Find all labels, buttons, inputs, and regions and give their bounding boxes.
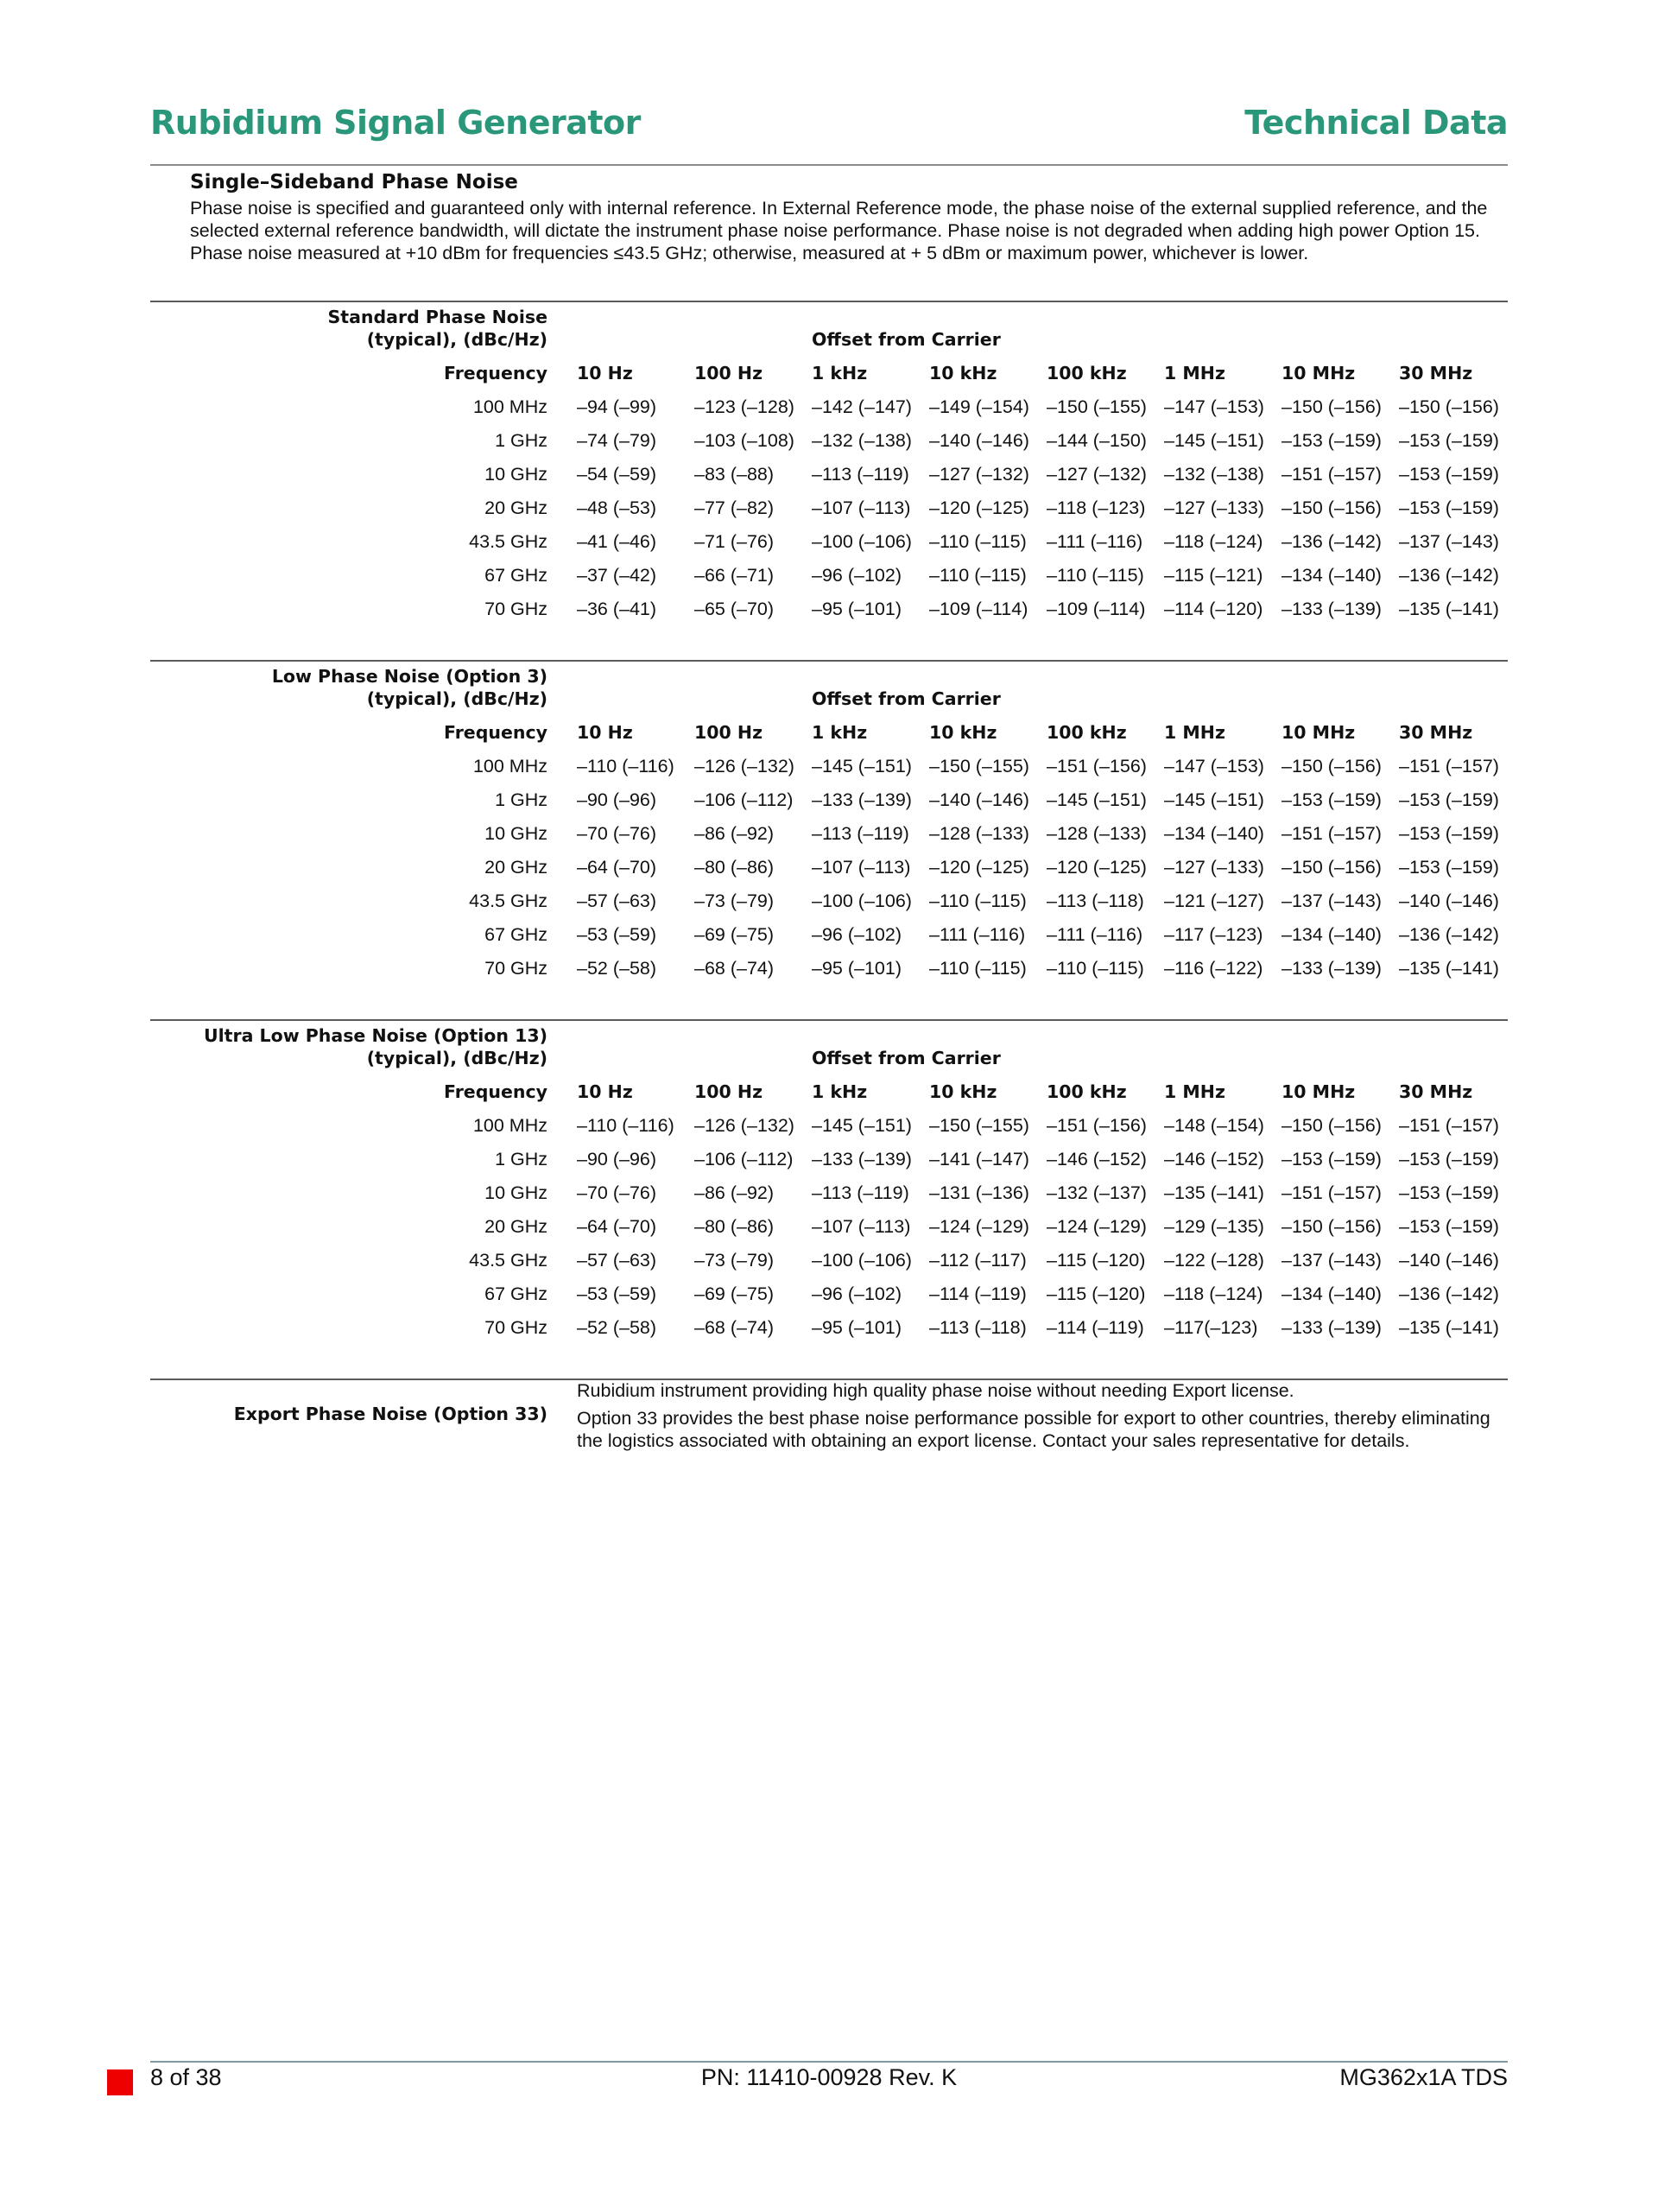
- phase-noise-value: –107 (–113): [812, 857, 911, 878]
- phase-noise-value: –126 (–132): [694, 1115, 794, 1136]
- phase-noise-value: –96 (–102): [812, 1283, 902, 1304]
- phase-noise-value: –57 (–63): [577, 891, 657, 911]
- phase-noise-value: –111 (–116): [929, 924, 1026, 945]
- phase-noise-value: –135 (–141): [1399, 599, 1499, 619]
- phase-noise-value: –70 (–76): [577, 823, 657, 844]
- phase-noise-value: –128 (–133): [929, 823, 1029, 844]
- phase-noise-value: –37 (–42): [577, 565, 657, 586]
- intro-heading: Single–Sideband Phase Noise: [190, 171, 518, 193]
- phase-noise-value: –124 (–129): [1047, 1216, 1147, 1237]
- footer-divider: [150, 2061, 1508, 2063]
- phase-noise-value: –133 (–139): [812, 1149, 912, 1169]
- phase-noise-value: –150 (–156): [1281, 1115, 1382, 1136]
- phase-noise-value: –103 (–108): [694, 430, 794, 451]
- table-row: [150, 463, 1508, 497]
- phase-noise-value: –150 (–156): [1281, 396, 1382, 417]
- phase-noise-value: –145 (–151): [812, 1115, 912, 1136]
- carrier-frequency: 43.5 GHz: [469, 891, 547, 911]
- phase-noise-value: –77 (–82): [694, 498, 775, 518]
- column-header-offset: 1 MHz: [1164, 722, 1225, 743]
- phase-noise-value: –133 (–139): [1281, 1317, 1382, 1338]
- column-header-frequency: Frequency: [444, 1081, 547, 1102]
- column-header-offset: 100 kHz: [1047, 1081, 1127, 1102]
- phase-noise-value: –57 (–63): [577, 1250, 657, 1271]
- phase-noise-value: –132 (–138): [1164, 464, 1264, 485]
- section-divider: [150, 1019, 1508, 1021]
- phase-noise-value: –153 (–159): [1281, 430, 1382, 451]
- table-row: [150, 1182, 1508, 1215]
- phase-noise-value: –68 (–74): [694, 1317, 775, 1338]
- table-row: [150, 1316, 1508, 1350]
- phase-noise-value: –153 (–159): [1399, 498, 1499, 518]
- phase-noise-value: –146 (–152): [1164, 1149, 1264, 1169]
- table-row: [150, 598, 1508, 631]
- page-number: 8 of 38: [150, 2064, 222, 2090]
- phase-noise-value: –127 (–132): [929, 464, 1029, 485]
- phase-noise-value: –151 (–157): [1399, 1115, 1499, 1136]
- phase-noise-value: –131 (–136): [929, 1182, 1029, 1203]
- section-divider: [150, 301, 1508, 302]
- phase-noise-value: –150 (–155): [929, 1115, 1029, 1136]
- phase-noise-value: –86 (–92): [694, 1182, 775, 1203]
- section-divider: [150, 660, 1508, 662]
- phase-noise-value: –95 (–101): [812, 958, 902, 979]
- column-header-offset: 30 MHz: [1399, 722, 1473, 743]
- column-header-offset: 1 MHz: [1164, 1081, 1225, 1102]
- phase-noise-value: –116 (–122): [1164, 958, 1263, 979]
- table-row: [150, 497, 1508, 530]
- phase-noise-value: –74 (–79): [577, 430, 657, 451]
- phase-noise-value: –134 (–140): [1281, 1283, 1382, 1304]
- phase-noise-value: –118 (–123): [1047, 498, 1146, 518]
- column-header-offset: 100 kHz: [1047, 722, 1127, 743]
- phase-noise-value: –136 (–142): [1399, 924, 1499, 945]
- phase-noise-value: –95 (–101): [812, 1317, 902, 1338]
- export-line-2: Option 33 provides the best phase noise performance possible for export to other countries, thereby eliminating the logistics associated with obtaining an export license. Contact your sales representative for details.: [577, 1408, 1490, 1451]
- table-row: [150, 429, 1508, 463]
- table-row: [150, 789, 1508, 822]
- phase-noise-value: –113 (–119): [812, 1182, 909, 1203]
- phase-noise-value: –90 (–96): [577, 1149, 657, 1169]
- phase-noise-value: –142 (–147): [812, 396, 912, 417]
- phase-noise-value: –73 (–79): [694, 891, 775, 911]
- phase-noise-value: –140 (–146): [1399, 891, 1499, 911]
- table-title-line-2: (typical), (dBc/Hz): [366, 688, 547, 709]
- offset-from-carrier-label: Offset from Carrier: [812, 329, 1001, 350]
- column-header-offset: 10 kHz: [929, 722, 997, 743]
- carrier-frequency: 43.5 GHz: [469, 1250, 547, 1271]
- phase-noise-value: –137 (–143): [1281, 1250, 1382, 1271]
- offset-from-carrier-label: Offset from Carrier: [812, 688, 1001, 709]
- phase-noise-value: –113 (–119): [812, 823, 909, 844]
- phase-noise-value: –73 (–79): [694, 1250, 775, 1271]
- phase-noise-value: –64 (–70): [577, 1216, 657, 1237]
- phase-noise-value: –147 (–153): [1164, 756, 1264, 776]
- phase-noise-value: –151 (–156): [1047, 1115, 1147, 1136]
- phase-noise-value: –129 (–135): [1164, 1216, 1264, 1237]
- phase-noise-value: –113 (–118): [929, 1317, 1027, 1338]
- intro-text: Phase noise is specified and guaranteed only with internal reference. In External Reference mode, the phase noise of the external supplied reference, and the selected external reference bandwidth, will dictate the instrument phase noise performance. Phase noise is not degraded when adding high power Option 15. Phase noise measured at +10 dBm for frequencies ≤43.5 GHz; otherwise, measured at + 5 dBm or maximum power, whichever is lower.: [190, 198, 1488, 263]
- phase-noise-value: –135 (–141): [1164, 1182, 1264, 1203]
- phase-noise-value: –136 (–142): [1399, 1283, 1499, 1304]
- table-row: [150, 1148, 1508, 1182]
- phase-noise-value: –127 (–132): [1047, 464, 1147, 485]
- phase-noise-value: –149 (–154): [929, 396, 1029, 417]
- phase-noise-value: –66 (–71): [694, 565, 775, 586]
- phase-noise-value: –54 (–59): [577, 464, 657, 485]
- phase-noise-value: –141 (–147): [929, 1149, 1029, 1169]
- column-header-offset: 10 MHz: [1281, 1081, 1356, 1102]
- carrier-frequency: 10 GHz: [484, 823, 547, 844]
- phase-noise-value: –153 (–159): [1399, 1182, 1499, 1203]
- carrier-frequency: 67 GHz: [484, 565, 547, 586]
- phase-noise-value: –64 (–70): [577, 857, 657, 878]
- phase-noise-value: –126 (–132): [694, 756, 794, 776]
- table-row: [150, 530, 1508, 564]
- table-title: [328, 306, 548, 351]
- table-row: [150, 1114, 1508, 1148]
- phase-noise-value: –120 (–125): [929, 857, 1029, 878]
- phase-noise-value: –145 (–151): [1164, 789, 1264, 810]
- export-title: Export Phase Noise (Option 33): [233, 1404, 547, 1424]
- phase-noise-value: –153 (–159): [1281, 789, 1382, 810]
- column-header-offset: 30 MHz: [1399, 363, 1473, 383]
- carrier-frequency: 100 MHz: [472, 756, 547, 776]
- phase-noise-value: –151 (–157): [1281, 464, 1382, 485]
- phase-noise-value: –132 (–138): [812, 430, 912, 451]
- carrier-frequency: 43.5 GHz: [469, 531, 547, 552]
- carrier-frequency: 10 GHz: [484, 1182, 547, 1203]
- phase-noise-value: –69 (–75): [694, 1283, 775, 1304]
- phase-noise-value: –52 (–58): [577, 958, 657, 979]
- phase-noise-value: –120 (–125): [929, 498, 1029, 518]
- phase-noise-value: –80 (–86): [694, 1216, 775, 1237]
- table-title-line-1: Low Phase Noise (Option 3): [271, 666, 547, 687]
- phase-noise-value: –36 (–41): [577, 599, 657, 619]
- column-header-offset: 10 Hz: [577, 363, 633, 383]
- carrier-frequency: 1 GHz: [495, 430, 547, 451]
- phase-noise-value: –134 (–140): [1164, 823, 1264, 844]
- part-number: PN: 11410-00928 Rev. K: [700, 2064, 958, 2090]
- phase-noise-value: –137 (–143): [1281, 891, 1382, 911]
- phase-noise-value: –124 (–129): [929, 1216, 1029, 1237]
- phase-noise-value: –106 (–112): [694, 1149, 794, 1169]
- phase-noise-value: –69 (–75): [694, 924, 775, 945]
- phase-noise-value: –153 (–159): [1281, 1149, 1382, 1169]
- phase-noise-value: –136 (–142): [1281, 531, 1382, 552]
- phase-noise-value: –137 (–143): [1399, 531, 1499, 552]
- phase-noise-value: –134 (–140): [1281, 565, 1382, 586]
- column-header-offset: 10 MHz: [1281, 363, 1356, 383]
- phase-noise-value: –153 (–159): [1399, 1216, 1499, 1237]
- column-header-offset: 30 MHz: [1399, 1081, 1473, 1102]
- carrier-frequency: 10 GHz: [484, 464, 547, 485]
- phase-noise-value: –118 (–124): [1164, 531, 1263, 552]
- table-title-line-2: (typical), (dBc/Hz): [366, 329, 547, 350]
- phase-noise-value: –140 (–146): [929, 789, 1029, 810]
- phase-noise-value: –150 (–156): [1399, 396, 1499, 417]
- phase-noise-value: –115 (–120): [1047, 1283, 1146, 1304]
- phase-noise-value: –53 (–59): [577, 1283, 657, 1304]
- table-row: [150, 957, 1508, 991]
- phase-noise-value: –140 (–146): [929, 430, 1029, 451]
- phase-noise-value: –111 (–116): [1047, 531, 1143, 552]
- carrier-frequency: 67 GHz: [484, 1283, 547, 1304]
- phase-noise-value: –128 (–133): [1047, 823, 1147, 844]
- phase-noise-value: –145 (–151): [1164, 430, 1264, 451]
- carrier-frequency: 70 GHz: [484, 599, 547, 619]
- table-header-row: [150, 362, 1508, 396]
- phase-noise-value: –135 (–141): [1399, 958, 1499, 979]
- column-header-offset: 1 kHz: [812, 722, 868, 743]
- phase-noise-table: [150, 306, 1508, 634]
- phase-noise-value: –48 (–53): [577, 498, 657, 518]
- phase-noise-value: –41 (–46): [577, 531, 657, 552]
- table-title-line-1: Ultra Low Phase Noise (Option 13): [204, 1025, 547, 1046]
- phase-noise-value: –146 (–152): [1047, 1149, 1147, 1169]
- phase-noise-value: –133 (–139): [1281, 958, 1382, 979]
- table-row: [150, 1215, 1508, 1249]
- carrier-frequency: 1 GHz: [495, 789, 547, 810]
- phase-noise-value: –109 (–114): [929, 599, 1028, 619]
- phase-noise-value: –65 (–70): [694, 599, 775, 619]
- phase-noise-value: –150 (–155): [1047, 396, 1147, 417]
- phase-noise-value: –86 (–92): [694, 823, 775, 844]
- phase-noise-value: –113 (–118): [1047, 891, 1144, 911]
- phase-noise-value: –136 (–142): [1399, 565, 1499, 586]
- column-header-offset: 1 MHz: [1164, 363, 1225, 383]
- phase-noise-value: –110 (–115): [929, 565, 1027, 586]
- header-divider: [150, 164, 1508, 166]
- phase-noise-value: –127 (–133): [1164, 857, 1264, 878]
- phase-noise-value: –106 (–112): [694, 789, 794, 810]
- column-header-offset: 100 kHz: [1047, 363, 1127, 383]
- table-row: [150, 396, 1508, 429]
- column-header-offset: 10 kHz: [929, 1081, 997, 1102]
- table-title-line-2: (typical), (dBc/Hz): [366, 1048, 547, 1068]
- phase-noise-value: –100 (–106): [812, 531, 912, 552]
- phase-noise-value: –118 (–124): [1164, 1283, 1263, 1304]
- phase-noise-value: –135 (–141): [1399, 1317, 1499, 1338]
- column-header-offset: 10 kHz: [929, 363, 997, 383]
- phase-noise-value: –115 (–120): [1047, 1250, 1146, 1271]
- phase-noise-value: –153 (–159): [1399, 823, 1499, 844]
- phase-noise-value: –107 (–113): [812, 498, 911, 518]
- column-header-offset: 10 Hz: [577, 1081, 633, 1102]
- phase-noise-value: –153 (–159): [1399, 1149, 1499, 1169]
- offset-from-carrier-label: Offset from Carrier: [812, 1048, 1001, 1068]
- phase-noise-value: –70 (–76): [577, 1182, 657, 1203]
- phase-noise-value: –111 (–116): [1047, 924, 1143, 945]
- table-row: [150, 755, 1508, 789]
- phase-noise-value: –90 (–96): [577, 789, 657, 810]
- export-description: [577, 1379, 1508, 1457]
- phase-noise-value: –110 (–115): [1047, 958, 1144, 979]
- phase-noise-value: –117(–123): [1164, 1317, 1258, 1338]
- phase-noise-value: –140 (–146): [1399, 1250, 1499, 1271]
- table-row: [150, 564, 1508, 598]
- phase-noise-value: –153 (–159): [1399, 789, 1499, 810]
- phase-noise-value: –151 (–156): [1047, 756, 1147, 776]
- phase-noise-value: –153 (–159): [1399, 464, 1499, 485]
- phase-noise-value: –110 (–116): [577, 1115, 674, 1136]
- phase-noise-value: –153 (–159): [1399, 430, 1499, 451]
- phase-noise-value: –114 (–120): [1164, 599, 1263, 619]
- table-header-row: [150, 1081, 1508, 1114]
- phase-noise-value: –151 (–157): [1281, 1182, 1382, 1203]
- phase-noise-value: –150 (–156): [1281, 756, 1382, 776]
- table-title-line-1: Standard Phase Noise: [327, 307, 547, 327]
- phase-noise-value: –145 (–151): [812, 756, 912, 776]
- phase-noise-value: –132 (–137): [1047, 1182, 1147, 1203]
- phase-noise-value: –153 (–159): [1399, 857, 1499, 878]
- phase-noise-value: –52 (–58): [577, 1317, 657, 1338]
- phase-noise-value: –95 (–101): [812, 599, 902, 619]
- table-title: [204, 1024, 547, 1069]
- phase-noise-value: –145 (–151): [1047, 789, 1147, 810]
- table-header-row: [150, 721, 1508, 755]
- phase-noise-value: –80 (–86): [694, 857, 775, 878]
- phase-noise-value: –150 (–156): [1281, 498, 1382, 518]
- table-row: [150, 923, 1508, 957]
- carrier-frequency: 67 GHz: [484, 924, 547, 945]
- phase-noise-value: –53 (–59): [577, 924, 657, 945]
- carrier-frequency: 70 GHz: [484, 958, 547, 979]
- table-row: [150, 1283, 1508, 1316]
- carrier-frequency: 1 GHz: [495, 1149, 547, 1169]
- intro-section: [190, 171, 1508, 264]
- column-header-frequency: Frequency: [444, 722, 547, 743]
- phase-noise-value: –133 (–139): [812, 789, 912, 810]
- document-id: MG362x1A TDS: [1339, 2064, 1508, 2090]
- phase-noise-value: –127 (–133): [1164, 498, 1264, 518]
- phase-noise-table: [150, 1024, 1508, 1353]
- phase-noise-value: –144 (–150): [1047, 430, 1147, 451]
- phase-noise-value: –109 (–114): [1047, 599, 1146, 619]
- column-header-offset: 100 Hz: [694, 1081, 763, 1102]
- carrier-frequency: 20 GHz: [484, 1216, 547, 1237]
- phase-noise-value: –112 (–117): [929, 1250, 1027, 1271]
- phase-noise-value: –150 (–155): [929, 756, 1029, 776]
- carrier-frequency: 100 MHz: [472, 396, 547, 417]
- export-line-1: Rubidium instrument providing high quality phase noise without needing Export license.: [577, 1380, 1294, 1401]
- phase-noise-value: –122 (–128): [1164, 1250, 1264, 1271]
- column-header-offset: 10 Hz: [577, 722, 633, 743]
- table-row: [150, 856, 1508, 890]
- phase-noise-value: –110 (–115): [929, 891, 1027, 911]
- column-header-offset: 10 MHz: [1281, 722, 1356, 743]
- phase-noise-value: –68 (–74): [694, 958, 775, 979]
- phase-noise-value: –148 (–154): [1164, 1115, 1264, 1136]
- carrier-frequency: 20 GHz: [484, 498, 547, 518]
- phase-noise-value: –113 (–119): [812, 464, 909, 485]
- phase-noise-value: –96 (–102): [812, 565, 902, 586]
- column-header-offset: 1 kHz: [812, 1081, 868, 1102]
- table-title: [272, 665, 547, 710]
- phase-noise-value: –107 (–113): [812, 1216, 911, 1237]
- phase-noise-value: –151 (–157): [1399, 756, 1499, 776]
- phase-noise-value: –110 (–116): [577, 756, 674, 776]
- table-row: [150, 822, 1508, 856]
- carrier-frequency: 100 MHz: [472, 1115, 547, 1136]
- carrier-frequency: 70 GHz: [484, 1317, 547, 1338]
- phase-noise-value: –150 (–156): [1281, 857, 1382, 878]
- section-title: Technical Data: [1244, 104, 1508, 142]
- phase-noise-value: –71 (–76): [694, 531, 775, 552]
- phase-noise-value: –133 (–139): [1281, 599, 1382, 619]
- phase-noise-value: –114 (–119): [1047, 1317, 1144, 1338]
- phase-noise-table: [150, 665, 1508, 993]
- phase-noise-value: –134 (–140): [1281, 924, 1382, 945]
- phase-noise-value: –123 (–128): [694, 396, 794, 417]
- phase-noise-value: –150 (–156): [1281, 1216, 1382, 1237]
- phase-noise-value: –96 (–102): [812, 924, 902, 945]
- column-header-offset: 100 Hz: [694, 722, 763, 743]
- phase-noise-value: –117 (–123): [1164, 924, 1263, 945]
- phase-noise-value: –110 (–115): [929, 531, 1027, 552]
- phase-noise-value: –115 (–121): [1164, 565, 1263, 586]
- phase-noise-value: –147 (–153): [1164, 396, 1264, 417]
- column-header-frequency: Frequency: [444, 363, 547, 383]
- column-header-offset: 100 Hz: [694, 363, 763, 383]
- phase-noise-value: –110 (–115): [929, 958, 1027, 979]
- phase-noise-value: –83 (–88): [694, 464, 775, 485]
- phase-noise-value: –120 (–125): [1047, 857, 1147, 878]
- table-row: [150, 890, 1508, 923]
- table-row: [150, 1249, 1508, 1283]
- carrier-frequency: 20 GHz: [484, 857, 547, 878]
- document-title: Rubidium Signal Generator: [150, 104, 641, 142]
- phase-noise-value: –121 (–127): [1164, 891, 1264, 911]
- phase-noise-value: –151 (–157): [1281, 823, 1382, 844]
- column-header-offset: 1 kHz: [812, 363, 868, 383]
- phase-noise-value: –114 (–119): [929, 1283, 1027, 1304]
- phase-noise-value: –100 (–106): [812, 1250, 912, 1271]
- phase-noise-value: –100 (–106): [812, 891, 912, 911]
- phase-noise-value: –94 (–99): [577, 396, 657, 417]
- phase-noise-value: –110 (–115): [1047, 565, 1144, 586]
